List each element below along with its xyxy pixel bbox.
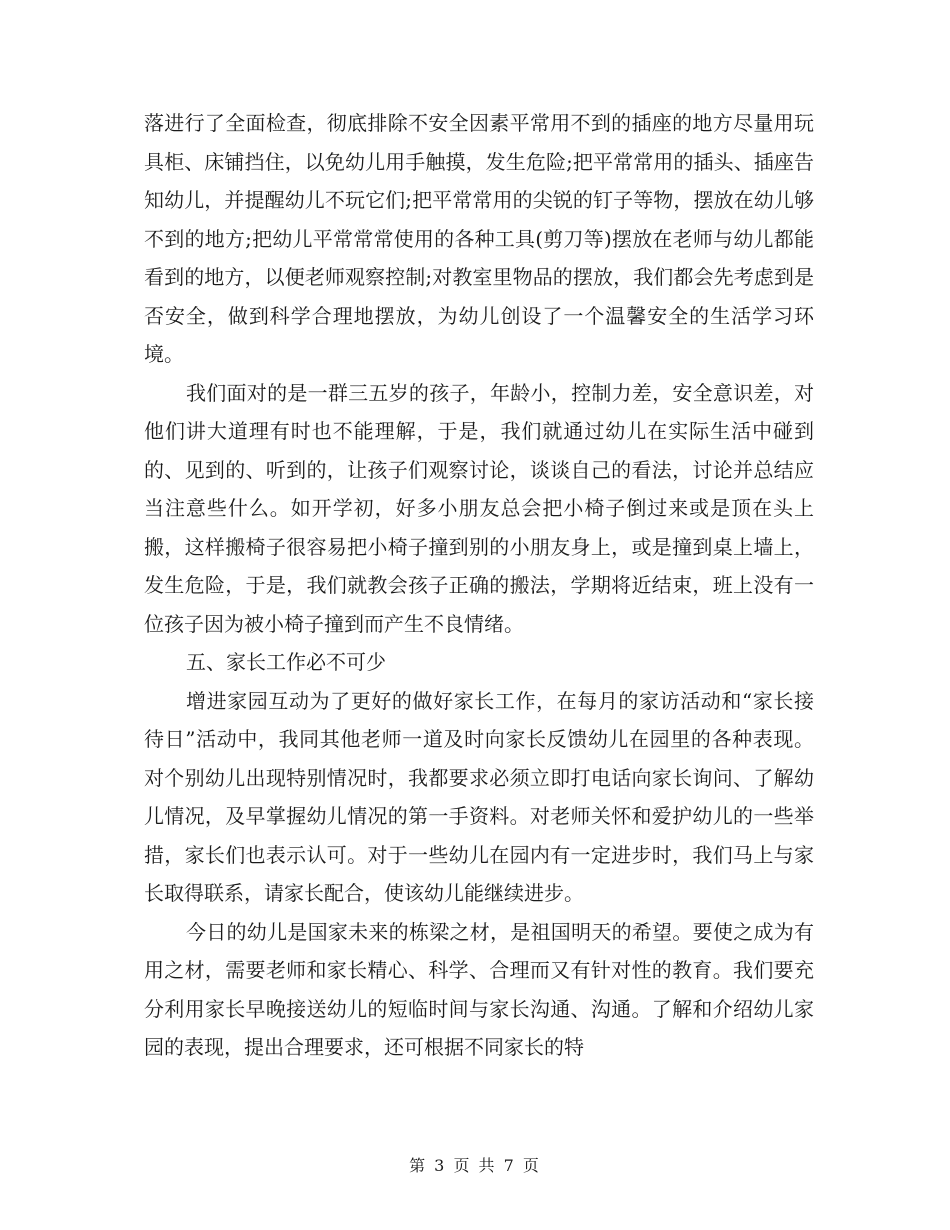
document-body — [144, 104, 814, 1067]
paragraph-1: 落进行了全面检查，彻底排除不安全因素平常用不到的插座的地方尽量用玩具柜、床铺挡住，以免幼儿用手触摸，发生危险;把平常常用的插头、插座告知幼儿，并提醒幼儿不玩它们;把平常常用的尖锐的钉子等物，摆放在幼儿够不到的地方;把幼儿平常常常使用的各种工具(剪刀等)摆放在老师与幼儿都能看到的地方，以便老师观察控制;对教室里物品的摆放，我们都会先考虑到是否安全，做到科学合理地摆放，为幼儿创设了一个温馨安全的生活学习环境。 — [144, 111, 814, 366]
paragraph-2: 我们面对的是一群三五岁的孩子，年龄小，控制力差，安全意识差，对他们讲大道理有时也不能理解，于是，我们就通过幼儿在实际生活中碰到的、见到的、听到的，让孩子们观察讨论，谈谈自己的看法，讨论并总结应当注意些什么。如开学初，好多小朋友总会把小椅子倒过来或是顶在头上搬，这样搬椅子很容易把小椅子撞到别的小朋友身上，或是撞到桌上墙上，发生危险，于是，我们就教会孩子正确的搬法，学期将近结束，班上没有一位孩子因为被小椅子撞到而产生不良情绪。 — [144, 380, 814, 636]
paragraph-3: 增进家园互动为了更好的做好家长工作，在每月的家访活动和“家长接待日”活动中，我同其他老师一道及时向家长反馈幼儿在园里的各种表现。对个别幼儿出现特别情况时，我都要求必须立即打电话向家长询问、了解幼儿情况，及早掌握幼儿情况的第一手资料。对老师关怀和爱护幼儿的一些举措，家长们也表示认可。对于一些幼儿在园内有一定进步时，我们马上与家长取得联系，请家长配合，使该幼儿能继续进步。 — [144, 688, 814, 905]
page-number-footer: 第 3 页 共 7 页 — [409, 1156, 541, 1175]
paragraph-4: 今日的幼儿是国家未来的栋梁之材，是祖国明天的希望。要使之成为有用之材，需要老师和家长精心、科学、合理而又有针对性的教育。我们要充分利用家长早晚接送幼儿的短临时间与家长沟通、沟通。了解和介绍幼儿家园的表现，提出合理要求，还可根据不同家长的特 — [144, 919, 814, 1059]
section-heading: 五、家长工作必不可少 — [186, 650, 386, 674]
